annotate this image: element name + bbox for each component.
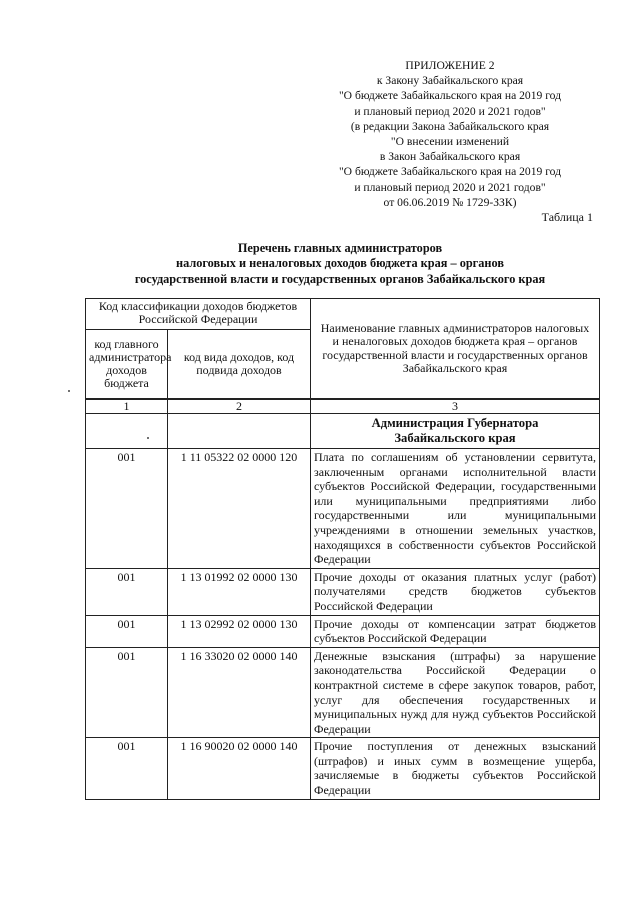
scan-speck xyxy=(68,390,70,392)
table-row xyxy=(86,738,600,799)
table-row xyxy=(86,568,600,615)
table-header-row xyxy=(86,299,600,330)
income-name: Прочие доходы от оказания платных услуг (работ) получателями средств бюджетов субъектов Российской Федерации xyxy=(311,568,600,615)
income-code: 1 16 90020 02 0000 140 xyxy=(168,738,311,799)
administrators-table xyxy=(85,298,600,800)
header-line: к Закону Забайкальского края xyxy=(376,74,524,88)
table-row xyxy=(86,449,600,569)
column-numbers-row xyxy=(86,399,600,414)
header-line: "О внесении изменений xyxy=(390,135,510,149)
title-line: государственной власти и государственных органов Забайкальского края xyxy=(134,271,546,286)
col2-header: код вида доходов, код подвида доходов xyxy=(168,330,311,400)
section-row xyxy=(86,414,600,449)
header-line: от 06.06.2019 № 1729-ЗЗК) xyxy=(383,195,517,209)
income-code: 1 11 05322 02 0000 120 xyxy=(168,449,311,569)
title-line: налоговых и неналоговых доходов бюджета края – органов xyxy=(176,256,504,271)
header-line: и плановый период 2020 и 2021 годов" xyxy=(354,180,546,194)
income-name: Денежные взыскания (штрафы) за нарушение законодательства Российской Федерации о контрактной системе в сфере закупок товаров, работ, услуг для обеспечения государственных и муниципальных нужд для нужд субъектов Российской Федерации xyxy=(311,647,600,738)
col1-header: код главного администратора доходов бюджета xyxy=(86,330,168,400)
column-number: 1 xyxy=(86,399,168,414)
header-line: в Закон Забайкальского края xyxy=(379,150,521,164)
document-title xyxy=(60,241,620,287)
admin-code: 001 xyxy=(86,615,168,647)
income-name: Плата по соглашениям об установлении сервитута, заключенным органами исполнительной власти субъектов Российской Федерации, государственными или муниципальными предприятиями либо государственными или муниципальными учреждениями в отношении земельных участков, находящихся в собственности субъектов Российской Федерации xyxy=(311,449,600,569)
header-line: "О бюджете Забайкальского края на 2019 год xyxy=(338,89,562,103)
table-row xyxy=(86,647,600,738)
empty-cell xyxy=(86,414,168,449)
admin-code: 001 xyxy=(86,568,168,615)
group-header: Код классификации доходов бюджетов Российской Федерации xyxy=(86,299,311,330)
income-code: 1 13 02992 02 0000 130 xyxy=(168,615,311,647)
header-line: (в редакции Закона Забайкальского края xyxy=(350,119,550,133)
income-name: Прочие доходы от компенсации затрат бюджетов субъектов Российской Федерации xyxy=(311,615,600,647)
income-code: 1 13 01992 02 0000 130 xyxy=(168,568,311,615)
empty-cell xyxy=(168,414,311,449)
header-line: и плановый период 2020 и 2021 годов" xyxy=(354,104,546,118)
table-label: Таблица 1 xyxy=(541,210,593,224)
admin-code: 001 xyxy=(86,449,168,569)
column-number: 2 xyxy=(168,399,311,414)
admin-code: 001 xyxy=(86,738,168,799)
title-line: Перечень главных администраторов xyxy=(237,241,443,255)
header-line: ПРИЛОЖЕНИЕ 2 xyxy=(405,59,495,72)
header-line: "О бюджете Забайкальского края на 2019 год xyxy=(338,165,562,179)
appendix-header xyxy=(300,58,600,210)
income-name: Прочие поступления от денежных взысканий (штрафов) и иных сумм в возмещение ущерба, зачисляемые в бюджеты субъектов Российской Федерации xyxy=(311,738,600,799)
col3-header: Наименование главных администраторов налоговых и неналоговых доходов бюджета края – органов государственной власти и государственных органов Забайкальского края xyxy=(311,299,600,400)
column-number: 3 xyxy=(311,399,600,414)
income-code: 1 16 33020 02 0000 140 xyxy=(168,647,311,738)
section-title: Администрация Губернатора Забайкальского края xyxy=(311,414,600,449)
admin-code: 001 xyxy=(86,647,168,738)
table-row xyxy=(86,615,600,647)
